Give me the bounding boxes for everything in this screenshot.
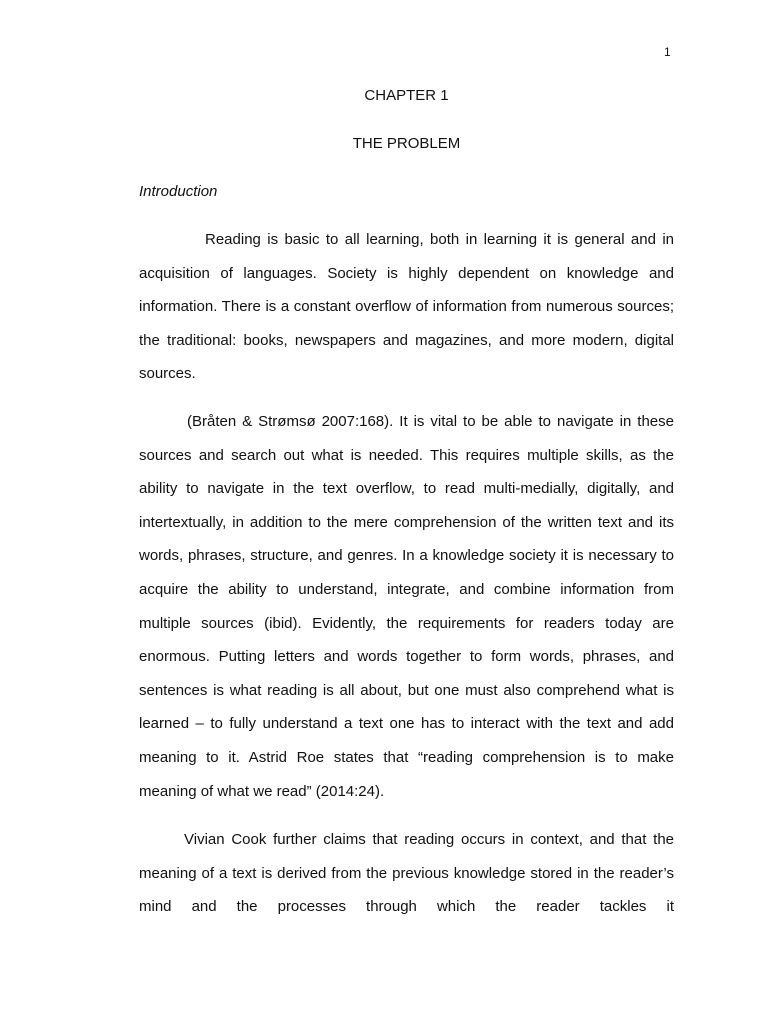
chapter-title: THE PROBLEM bbox=[352, 135, 461, 152]
page-number: 1 bbox=[664, 45, 671, 59]
body-paragraph: Vivian Cook further claims that reading occurs in context, and that the meaning of a text is derived from the previous knowledge stored in the reader’s mind and the processes through which the reader tackles it bbox=[139, 831, 674, 916]
chapter-heading: CHAPTER 1 bbox=[364, 87, 449, 104]
body-paragraph: (Bråten & Strømsø 2007:168). It is vital to be able to navigate in these sources and search out what is needed. This requires multiple skills, as the ability to navigate in the text overflow, to read multi-medially, digitally, and intertextually, in addition to the mere comprehension of the written text and its words, phrases, structure, and genres. In a knowledge society it is necessary to acquire the ability to understand, integrate, and combine information from multiple sources (ibid). Evidently, the requirements for readers today are enormous. Putting letters and words together to form words, phrases, and sentences is what reading is all about, but one must also comprehend what is learned – to fully understand a text one has to interact with the text and add meaning to it. Astrid Roe states that “reading comprehension is to make meaning of what we read” (2014:24). bbox=[139, 413, 674, 800]
body-paragraph: Reading is basic to all learning, both in learning it is general and in acquisition of languages. Society is highly dependent on knowledge and information. There is a constant overflow of information from numerous sources; the traditional: books, newspapers and magazines, and more modern, digital sources. bbox=[139, 231, 674, 383]
section-heading-introduction: Introduction bbox=[139, 183, 218, 200]
